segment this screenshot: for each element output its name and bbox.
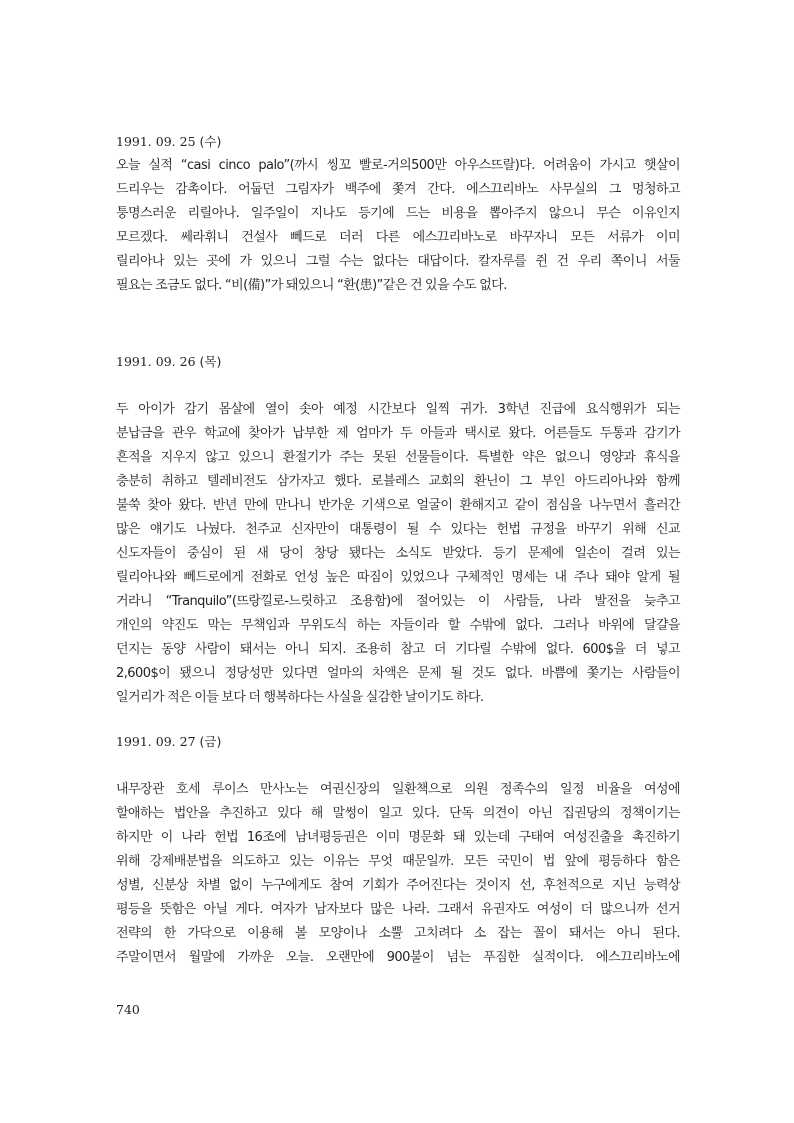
entry-body [116, 154, 680, 298]
entry-date [116, 350, 680, 374]
entry-line: 필요는 조금도 없다. “비(備)”가 돼있으니 “환(患)”같은 건 있을 수도 없다. [116, 278, 507, 293]
entry-line: 전략의 한 가닥으로 이용해 볼 모양이나 소뿔 고치려다 소 잡는 꼴이 돼서는 아니 된다. [116, 926, 680, 941]
entry-line: 성별, 신분상 차별 없이 누구에게도 참여 기회가 주어진다는 것이지 선, 후천적으로 지닌 능력상 [116, 878, 680, 893]
entry-date [116, 730, 680, 754]
entry-line: 충분히 취하고 텔레비전도 삼가자고 했다. 로블레스 교회의 환닌이 그 부인 아드리아나와 함께 [116, 474, 680, 489]
entry-line: 릴리아나와 뻬드로에게 전화로 언성 높은 따짐이 있었으나 구체적인 명세는 내 주나 돼야 알게 될 [116, 570, 680, 585]
entry-line: 일거리가 적은 이들 보다 더 행복하다는 사실을 실감한 날이기도 하다. [116, 690, 484, 705]
page-number: 740 [116, 1002, 140, 1017]
diary-entry-0925 [116, 130, 680, 298]
entry-line: 분납금을 관우 학교에 찾아가 납부한 제 엄마가 두 아들과 택시로 왔다. 어른들도 두통과 감기가 [116, 426, 680, 441]
entry-weekday: (수) [199, 134, 222, 149]
diary-entry-0926 [116, 350, 680, 710]
entry-body [116, 398, 680, 710]
entry-line: 두 아이가 감기 몸살에 열이 솟아 예정 시간보다 일찍 귀가. 3학년 진급에 요식행위가 되는 [116, 402, 680, 417]
entry-line: 2,600$이 됐으니 정당성만 있다면 얼마의 차액은 문제 될 것도 없다. 바쁨에 쫓기는 사람들이 [116, 666, 680, 681]
entry-date-value: 1991. 09. 27 [116, 734, 196, 749]
entry-line: 릴리아나 있는 곳에 가 있으니 그럴 수는 없다는 대답이다. 칼자루를 쥔 건 우리 쪽이니 서둘 [116, 254, 680, 269]
entry-line: 많은 얘기도 나눴다. 천주교 신자만이 대통령이 될 수 있다는 헌법 규정을 바꾸기 위해 신교 [116, 522, 680, 537]
entry-line: 할애하는 법안을 추진하고 있다 해 말썽이 일고 있다. 단독 의견이 아닌 집권당의 정책이기는 [116, 806, 680, 821]
entry-weekday: (금) [199, 734, 222, 749]
entry-line: 하지만 이 나라 헌법 16조에 남녀평등권은 이미 명문화 돼 있는데 구태여 여성진출을 촉진하기 [116, 830, 680, 845]
entry-date-value: 1991. 09. 25 [116, 134, 196, 149]
entry-line: 모르겠다. 쎄라휘니 건설사 뻬드로 더러 다른 에스끄리바노로 바꾸자니 모든 서류가 이미 [116, 230, 680, 245]
entry-line: 오늘 실적 “casi cinco palo”(까시 씽꼬 빨로-거의500만 아우스뜨랄)다. 어려움이 가시고 햇살이 [116, 158, 680, 173]
entry-line: 드리우는 감촉이다. 어둡던 그림자가 백주에 쫓겨 간다. 에스끄리바노 사무실의 그 멍청하고 [116, 182, 680, 197]
entry-line: 신도자들이 중심이 된 새 당이 창당 됐다는 소식도 받았다. 등기 문제에 일손이 걸려 있는 [116, 546, 680, 561]
entry-date-value: 1991. 09. 26 [116, 354, 196, 369]
entry-date [116, 130, 680, 154]
diary-entry-0927 [116, 730, 680, 970]
entry-line: 흔적을 지우지 않고 있으니 환절기가 주는 못된 선물들이다. 특별한 약은 없으니 영양과 휴식을 [116, 450, 680, 465]
entry-body [116, 778, 680, 970]
entry-weekday: (목) [199, 354, 222, 369]
entry-line: 거라니 “Tranquilo”(뜨랑낄로-느릿하고 조용함)에 절어있는 이 사람들, 나라 발전을 늦추고 [116, 594, 680, 609]
entry-line: 위해 강제배분법을 의도하고 있는 이유는 무엇 때문일까. 모든 국민이 법 앞에 평등하다 함은 [116, 854, 680, 869]
entry-line: 개인의 약진도 막는 무책임과 무위도식 하는 자들이라 할 수밖에 없다. 그러나 바위에 달걀을 [116, 618, 680, 633]
entry-line: 평등을 뜻함은 아닐 게다. 여자가 남자보다 많은 나라. 그래서 유권자도 여성이 더 많으니까 선거 [116, 902, 680, 917]
entry-line: 던지는 동양 사람이 돼서는 아니 되지. 조용히 참고 더 기다릴 수밖에 없다. 600$을 더 넣고 [116, 642, 680, 657]
entry-line: 불쑥 찾아 왔다. 반년 만에 만나니 반가운 기색으로 얼굴이 환해지고 같이 점심을 나누면서 흘러간 [116, 498, 680, 513]
entry-line: 퉁명스러운 리릴아나. 일주일이 지나도 등기에 드는 비용을 뽑아주지 않으니 무슨 이유인지 [116, 206, 680, 221]
entry-line: 내무장관 호세 루이스 만사노는 여권신장의 일환책으로 의원 정족수의 일정 비율을 여성에 [116, 782, 680, 797]
entry-line: 주말이면서 월말에 가까운 오늘. 오랜만에 900불이 넘는 푸짐한 실적이다. 에스끄리바노에 [116, 950, 680, 965]
